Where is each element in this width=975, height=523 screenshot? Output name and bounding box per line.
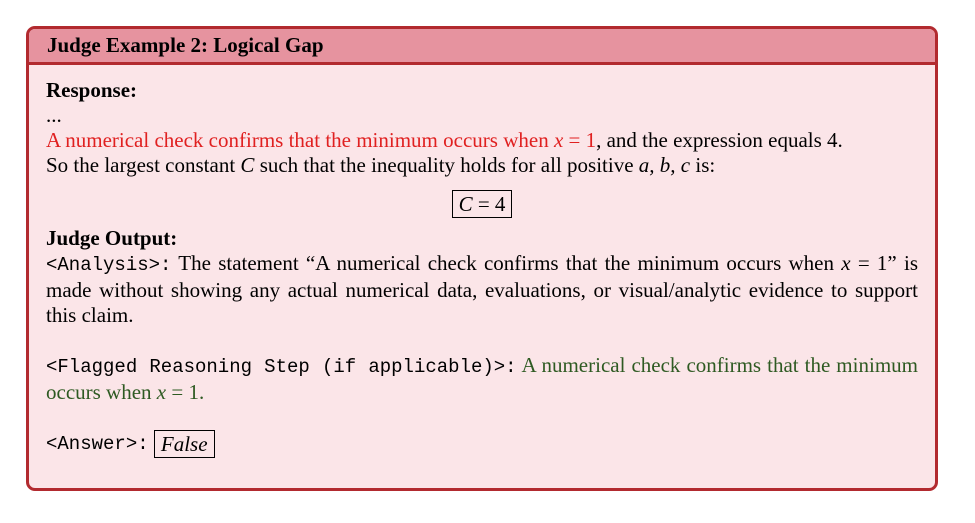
flagged-step-text-1: A numerical check confirms that the minimum occurs when [46,353,918,404]
analysis-text-1: The statement “A numerical check confirms that the minimum occurs when [171,251,842,275]
response-line-2-part-3: is: [690,153,716,177]
flagged-step-paragraph [46,353,918,405]
judge-output-label: Judge Output: [46,226,178,250]
claim-text: A numerical check confirms that the minimum occurs when [46,128,554,152]
response-ellipsis: ... [46,103,62,127]
response-line-2-part-1: So the largest constant [46,153,241,177]
card-title: Judge Example 2: Logical Gap [47,33,324,57]
analysis-tag: <Analysis>: [46,254,172,276]
analysis-text-2: ” is made without showing any actual numerical data, evaluations, or visual/analytic evidence to support this claim. [46,251,919,327]
analysis-equation: = 1 [850,251,888,275]
paragraph-gap [46,328,918,353]
judge-example-card [26,26,938,491]
response-label: Response: [46,78,138,102]
flagged-step-variable: x [156,380,167,404]
answer-line [46,430,918,458]
card-body [29,65,935,458]
paragraph-gap-2 [46,405,918,430]
analysis-variable: x [841,251,851,275]
response-line-2 [46,153,918,178]
response-line-2-part-2: such that the inequality holds for all positive [254,153,639,177]
claim-equation: = 1 [563,128,597,152]
judge-output-block [46,226,918,458]
flagged-step-tag: <Flagged Reasoning Step (if applicable)>: [46,356,517,378]
answer-value-box: False [154,430,215,458]
claim-variable: x [553,128,564,152]
positive-variables: a, b, c [638,153,691,177]
card-header [29,29,935,65]
highlighted-claim [46,128,596,152]
boxed-answer-row [46,190,918,218]
boxed-result [452,190,513,218]
response-line-1 [46,128,918,153]
boxed-equation: = 4 [472,192,506,216]
constant-variable: C [240,153,255,177]
boxed-variable: C [458,192,473,216]
flagged-step-equation: = 1. [166,380,205,404]
answer-tag: <Answer>: [46,433,149,455]
analysis-paragraph [46,251,918,328]
response-line-1-rest: , and the expression equals 4. [596,128,843,152]
